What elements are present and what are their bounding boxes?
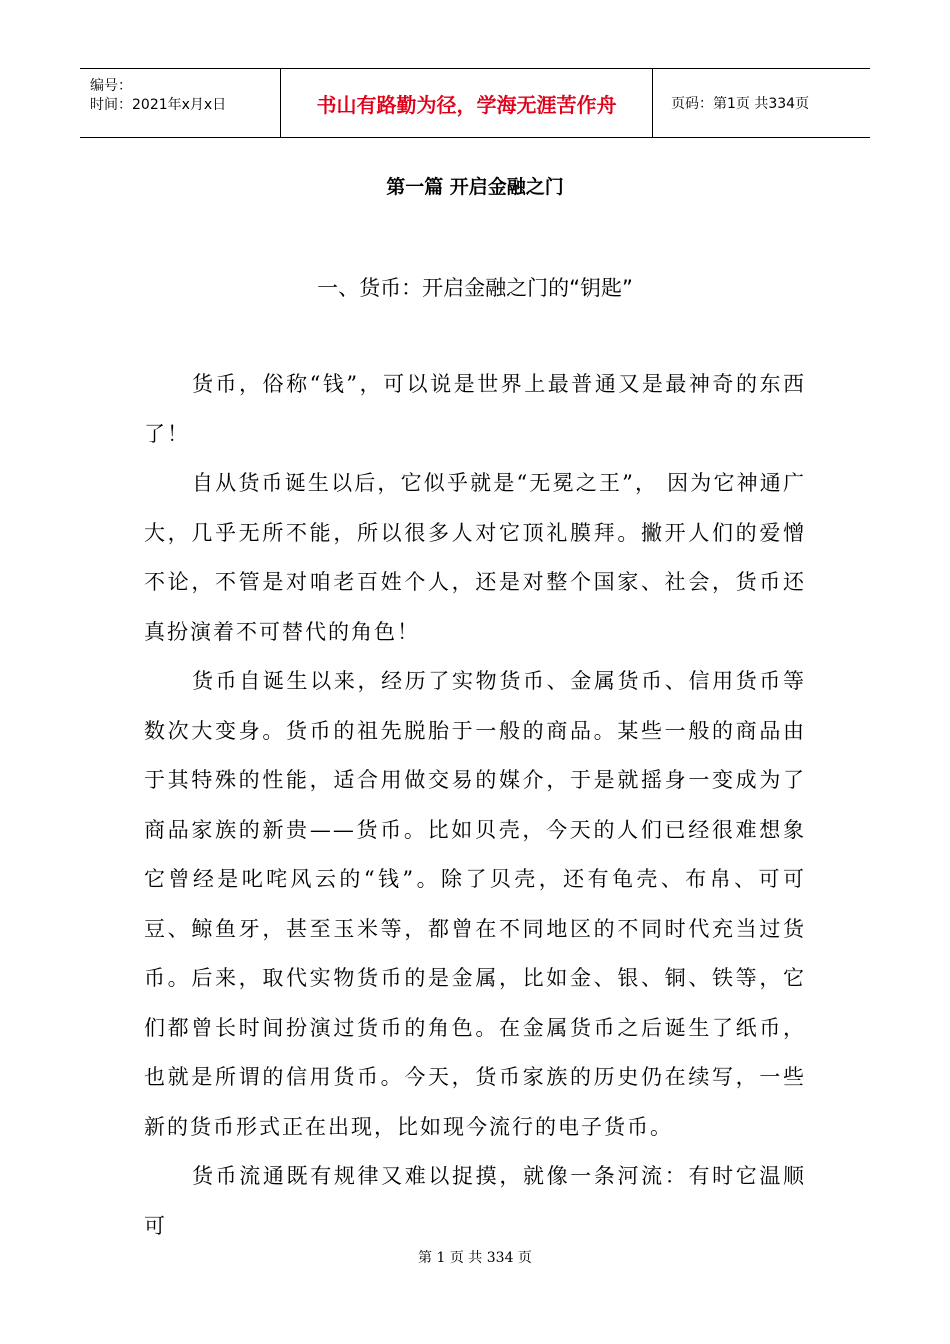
date-line: 时间：2021年x月x日 — [90, 97, 227, 113]
header-page-info — [663, 69, 870, 137]
header-info-cell — [80, 69, 281, 137]
body-text — [144, 360, 806, 1251]
page-info-text: 页码：第1页 共334页 — [671, 96, 810, 112]
part-title: 第一篇 开启金融之门 — [386, 176, 564, 198]
paragraph-2: 自从货币诞生以后，它似乎就是“无冕之王”， 因为它神通广大，几乎无所不能，所以很多人对它顶礼膜拜。撇开人们的爱憎不论，不管是对咱老百姓个人，还是对整个国家、社会，货币还真扮演着不可替代的角色！ — [144, 471, 806, 644]
paragraph-3: 货币自诞生以来，经历了实物货币、金属货币、信用货币等数次大变身。货币的祖先脱胎于一般的商品。某些一般的商品由于其特殊的性能，适合用做交易的媒介，于是就摇身一变成为了商品家族的新贵——货币。比如贝壳，今天的人们已经很难想象它曾经是叱咤风云的“钱”。除了贝壳，还有龟壳、布帛、可可豆、鲸鱼牙，甚至玉米等，都曾在不同地区的不同时代充当过货币。后来，取代实物货币的是金属，比如金、银、铜、铁等，它们都曾长时间扮演过货币的角色。在金属货币之后诞生了纸币，也就是所谓的信用货币。今天，货币家族的历史仍在续写，一些新的货币形式正在出现，比如现今流行的电子货币。 — [144, 669, 806, 1139]
number-label: 编号： — [90, 78, 132, 94]
paragraph-4: 货币流通既有规律又难以捉摸，就像一条河流：有时它温顺可 — [144, 1164, 806, 1238]
header-motto: 书山有路勤为径，学海无涯苦作舟 — [281, 69, 653, 137]
page-footer: 第 1 页 共 334 页 — [418, 1250, 532, 1266]
chapter-title: 一、货币：开启金融之门的“钥匙” — [317, 276, 633, 300]
paragraph-1: 货币，俗称“钱”，可以说是世界上最普通又是最神奇的东西了！ — [144, 372, 806, 446]
header-table — [80, 68, 870, 138]
